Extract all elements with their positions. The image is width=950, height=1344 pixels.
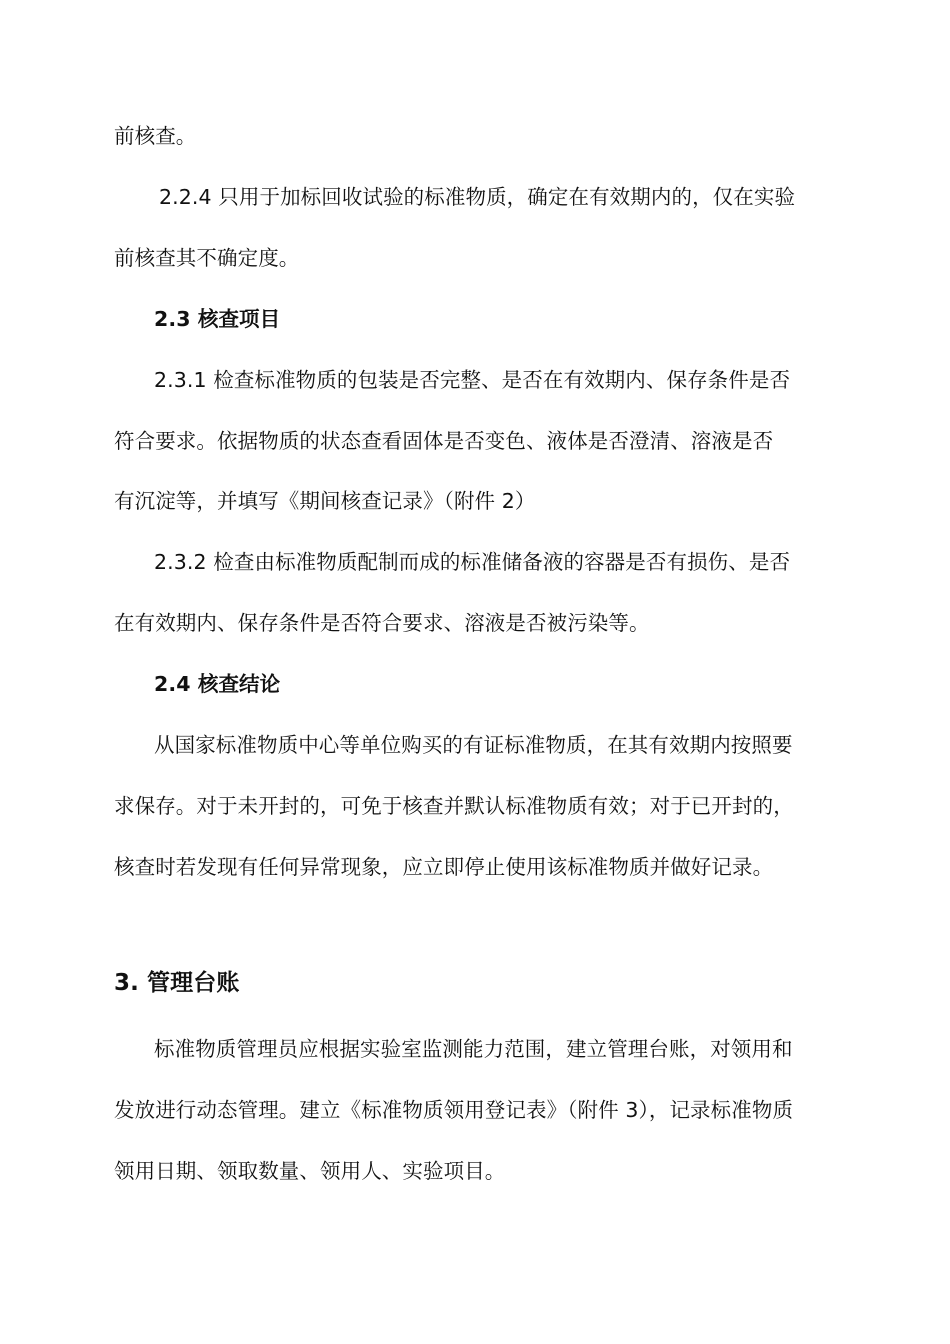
paragraph-line: 标准物质管理员应根据实验室监测能力范围，建立管理台账，对领用和: [154, 1037, 793, 1061]
paragraph-line: 核查时若发现有任何异常现象，应立即停止使用该标准物质并做好记录。: [114, 855, 774, 879]
paragraph-line: 求保存。对于未开封的，可免于核查并默认标准物质有效；对于已开封的，: [114, 794, 794, 818]
paragraph-line: 有沉淀等，并填写《期间核查记录》（附件 2）: [114, 489, 536, 513]
paragraph-line: 领用日期、领取数量、领用人、实验项目。: [114, 1159, 506, 1183]
section-heading-3: 3. 管理台账: [114, 970, 240, 996]
paragraph-line: 在有效期内、保存条件是否符合要求、溶液是否被污染等。: [114, 611, 650, 635]
paragraph-line: 2.3.1 检查标准物质的包装是否完整、是否在有效期内、保存条件是否: [154, 368, 791, 392]
section-heading-2-3: 2.3 核查项目: [154, 307, 281, 331]
paragraph-line: 从国家标准物质中心等单位购买的有证标准物质，在其有效期内按照要: [154, 733, 793, 757]
paragraph-line: 前核查其不确定度。: [114, 246, 300, 270]
paragraph-line: 2.3.2 检查由标准物质配制而成的标准储备液的容器是否有损伤、是否: [154, 550, 791, 574]
section-heading-2-4: 2.4 核查结论: [154, 672, 281, 696]
paragraph-line: 符合要求。依据物质的状态查看固体是否变色、液体是否澄清、溶液是否: [114, 429, 774, 453]
paragraph-line: 2.2.4 只用于加标回收试验的标准物质，确定在有效期内的，仅在实验: [159, 185, 796, 209]
paragraph-line: 发放进行动态管理。建立《标准物质领用登记表》（附件 3），记录标准物质: [114, 1098, 794, 1122]
paragraph-line: 前核查。: [114, 124, 197, 148]
